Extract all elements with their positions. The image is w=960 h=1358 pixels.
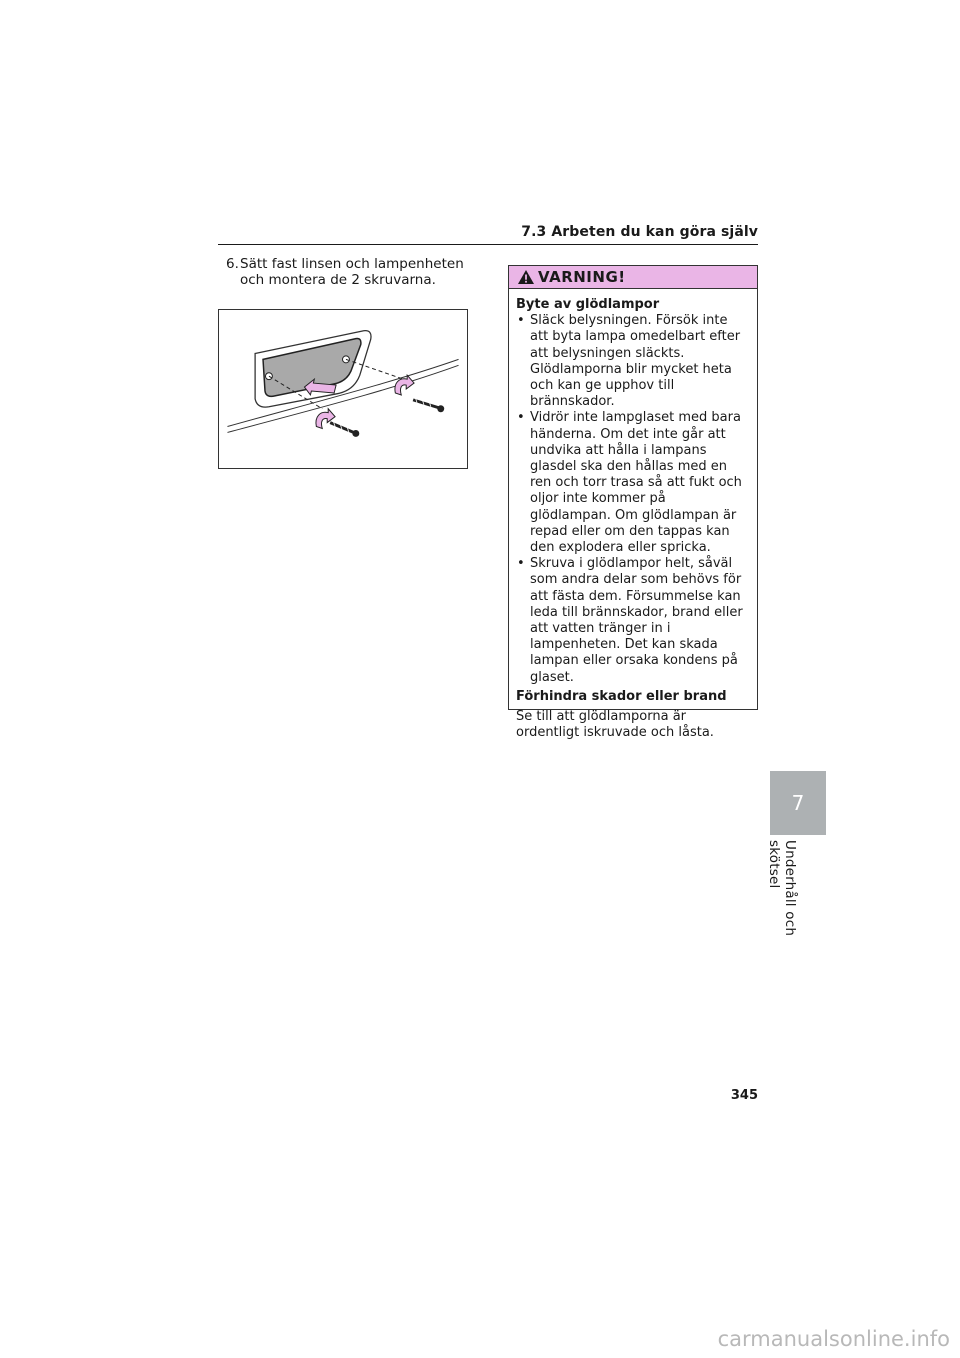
- chapter-number: 7: [791, 791, 805, 815]
- warning-body: [509, 289, 757, 741]
- warning-bullet: [516, 556, 749, 686]
- warning-section-heading: Byte av glödlampor: [516, 297, 660, 312]
- warning-bullet: [516, 410, 749, 556]
- lamp-install-illustration: [218, 309, 468, 469]
- warning-bullet-text: Släck belysningen. Försök inte att byta lampa omedelbart efter att belysningen släckts. Glödlamporna blir mycket heta och kan ge upphov till brännskador.: [530, 313, 741, 410]
- section-title: 7.3 Arbeten du kan göra själv: [521, 224, 758, 240]
- watermark: carmanualsonline.info: [717, 1327, 950, 1351]
- screw-right: [413, 397, 444, 412]
- screw-left: [330, 421, 359, 437]
- step-number: 6.: [226, 256, 239, 272]
- chapter-tab: [770, 771, 826, 835]
- hook-arrow-right: [395, 375, 414, 395]
- warning-bullet-text: Skruva i glödlampor helt, såväl som andra delar som behövs för att fästa dem. Försummelse kan leda till brännskador, brand eller att vatten tränger in i lampenheten. Det kan skada lampan eller orsaka kondens på glaset.: [530, 556, 743, 685]
- bullet-mark: •: [517, 313, 525, 329]
- hook-arrow-left: [316, 409, 335, 429]
- chapter-label: Underhåll och skötsel: [766, 840, 798, 937]
- warning-title: VARNING!: [538, 268, 626, 286]
- warning-icon: [517, 269, 535, 285]
- warning-bullet-list: [516, 313, 749, 686]
- step-text: Sätt fast linsen och lampenheten och montera de 2 skruvarna.: [240, 256, 464, 288]
- warning-bullet: [516, 313, 749, 410]
- header-divider: [218, 244, 758, 245]
- bullet-mark: •: [517, 410, 525, 426]
- warning-paragraph: Se till att glödlamporna är ordentligt iskruvade och låsta.: [516, 709, 714, 741]
- warning-bullet-text: Vidrör inte lampglaset med bara händerna. Om det inte går att undvika att hålla i lampans glasdel ska den hållas med en ren och torr trasa så att fukt och oljor inte kommer på glödlampan. Om glödlampan är repad eller om den tappas kan den explodera eller spricka.: [530, 410, 742, 556]
- warning-box: [508, 265, 758, 741]
- page-number: 345: [730, 1088, 758, 1103]
- warning-section-heading: Förhindra skador eller brand: [516, 688, 727, 704]
- screw-hole-left: [265, 373, 272, 380]
- step-instruction: [226, 256, 476, 288]
- warning-header: [509, 266, 757, 289]
- lamp-diagram: [219, 310, 467, 468]
- bullet-mark: •: [517, 556, 525, 572]
